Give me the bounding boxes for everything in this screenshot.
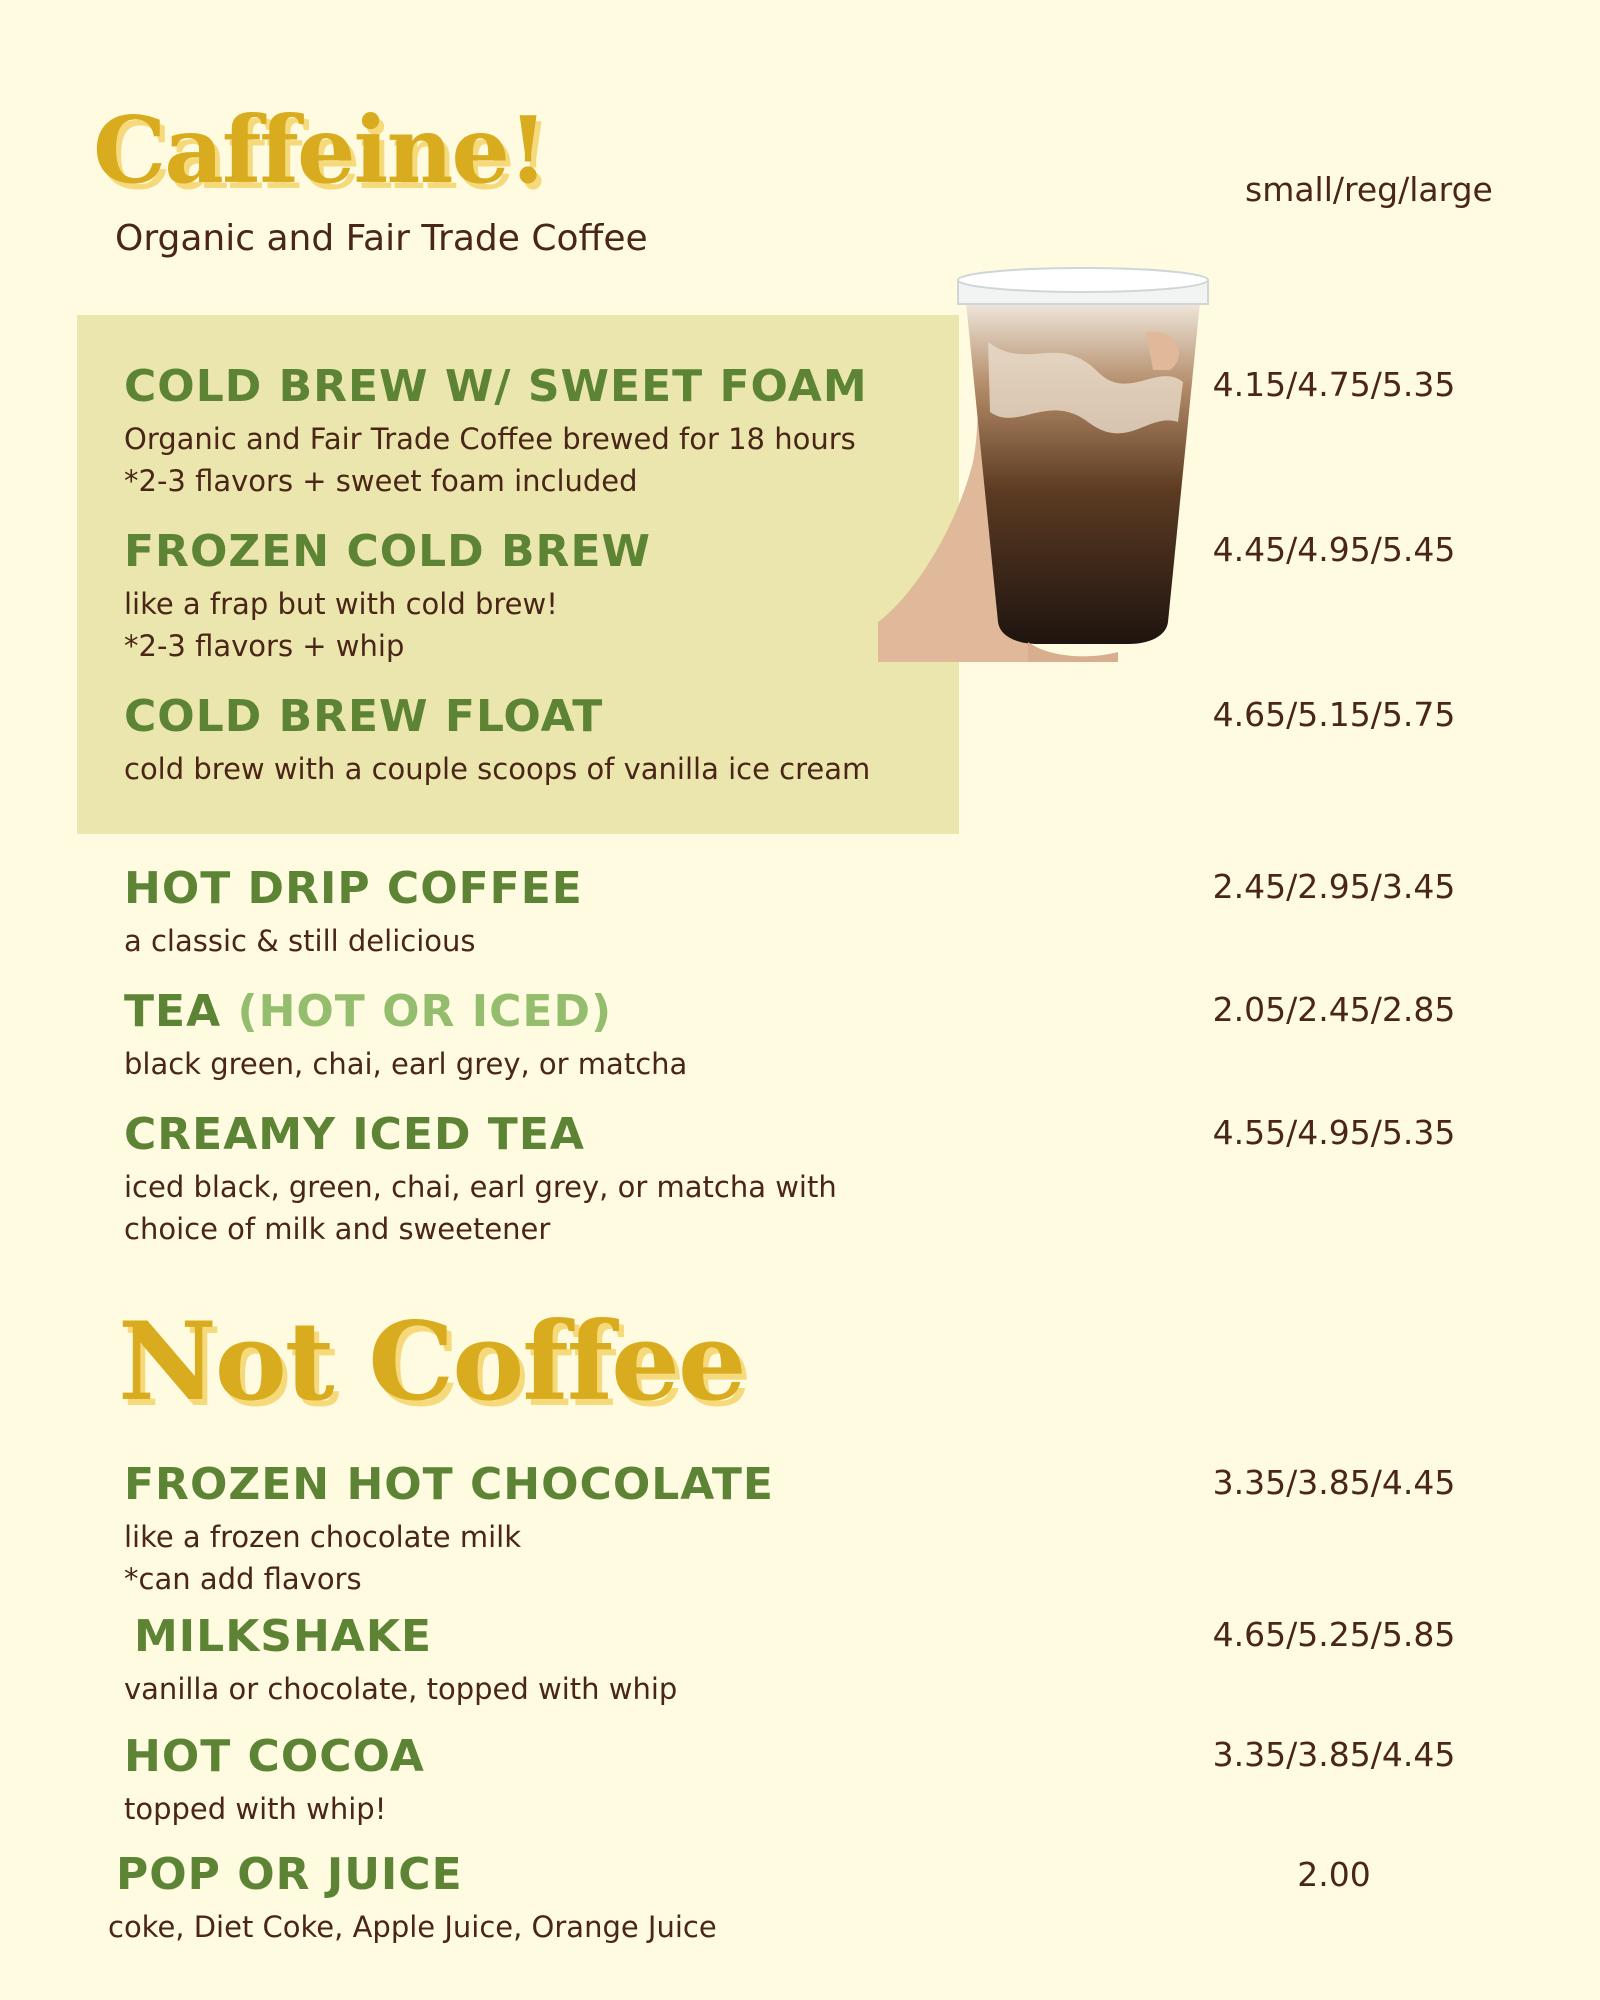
item-name <box>124 985 924 1039</box>
menu-item <box>124 1458 924 1600</box>
item-price: 4.65/5.15/5.75 <box>1212 695 1456 734</box>
item-name-main: TEA <box>124 986 222 1037</box>
section-title-not-coffee: Not Coffee <box>118 1299 745 1425</box>
item-name: COLD BREW W/ SWEET FOAM <box>124 361 868 412</box>
item-price: 3.35/3.85/4.45 <box>1212 1463 1456 1502</box>
item-desc: *2-3 flavors + whip <box>124 629 405 663</box>
item-desc: like a frozen chocolate milk <box>124 1520 521 1554</box>
menu-item <box>124 985 924 1085</box>
menu-item <box>124 690 924 790</box>
item-price: 4.55/4.95/5.35 <box>1212 1113 1456 1152</box>
item-desc: black green, chai, earl grey, or matcha <box>124 1047 688 1081</box>
item-price: 4.15/4.75/5.35 <box>1212 365 1456 404</box>
item-price: 2.45/2.95/3.45 <box>1212 867 1456 906</box>
menu-item <box>124 525 924 667</box>
menu-item <box>108 1848 916 1948</box>
item-desc: a classic & still delicious <box>124 924 476 958</box>
menu-item <box>124 1610 924 1710</box>
item-desc: Organic and Fair Trade Coffee brewed for 18 hours <box>124 422 856 456</box>
item-price: 4.65/5.25/5.85 <box>1212 1615 1456 1654</box>
item-desc: iced black, green, chai, earl grey, or matcha with <box>124 1170 837 1204</box>
menu-item <box>124 1108 924 1250</box>
item-desc: *can add flavors <box>124 1562 362 1596</box>
item-desc: like a frap but with cold brew! <box>124 587 558 621</box>
item-name: MILKSHAKE <box>134 1611 433 1662</box>
item-name-extra: (HOT OR ICED) <box>237 986 613 1037</box>
section-subtitle: Organic and Fair Trade Coffee <box>115 218 648 259</box>
item-name: HOT COCOA <box>124 1731 425 1782</box>
item-desc: coke, Diet Coke, Apple Juice, Orange Juice <box>108 1910 717 1944</box>
item-desc: vanilla or chocolate, topped with whip <box>124 1672 678 1706</box>
section-title-caffeine: Caffeine! <box>93 96 547 204</box>
item-desc: cold brew with a couple scoops of vanilla ice cream <box>124 752 871 786</box>
item-name: FROZEN COLD BREW <box>124 526 652 577</box>
menu-item <box>124 862 924 962</box>
item-name: FROZEN HOT CHOCOLATE <box>124 1459 774 1510</box>
item-price: 2.00 <box>1297 1855 1371 1894</box>
item-name: CREAMY ICED TEA <box>124 1109 585 1160</box>
size-header: small/reg/large <box>1245 170 1493 209</box>
item-name: POP OR JUICE <box>116 1849 463 1900</box>
item-price: 3.35/3.85/4.45 <box>1212 1735 1456 1774</box>
item-price: 2.05/2.45/2.85 <box>1212 990 1456 1029</box>
item-desc: choice of milk and sweetener <box>124 1212 551 1246</box>
item-desc: *2-3 flavors + sweet foam included <box>124 464 638 498</box>
item-desc: topped with whip! <box>124 1792 387 1826</box>
item-price: 4.45/4.95/5.45 <box>1212 530 1456 569</box>
menu-item <box>124 1730 924 1830</box>
item-name: HOT DRIP COFFEE <box>124 863 583 914</box>
iced-coffee-cup-photo-icon <box>878 262 1218 662</box>
item-name: COLD BREW FLOAT <box>124 691 604 742</box>
menu-item <box>124 360 924 502</box>
